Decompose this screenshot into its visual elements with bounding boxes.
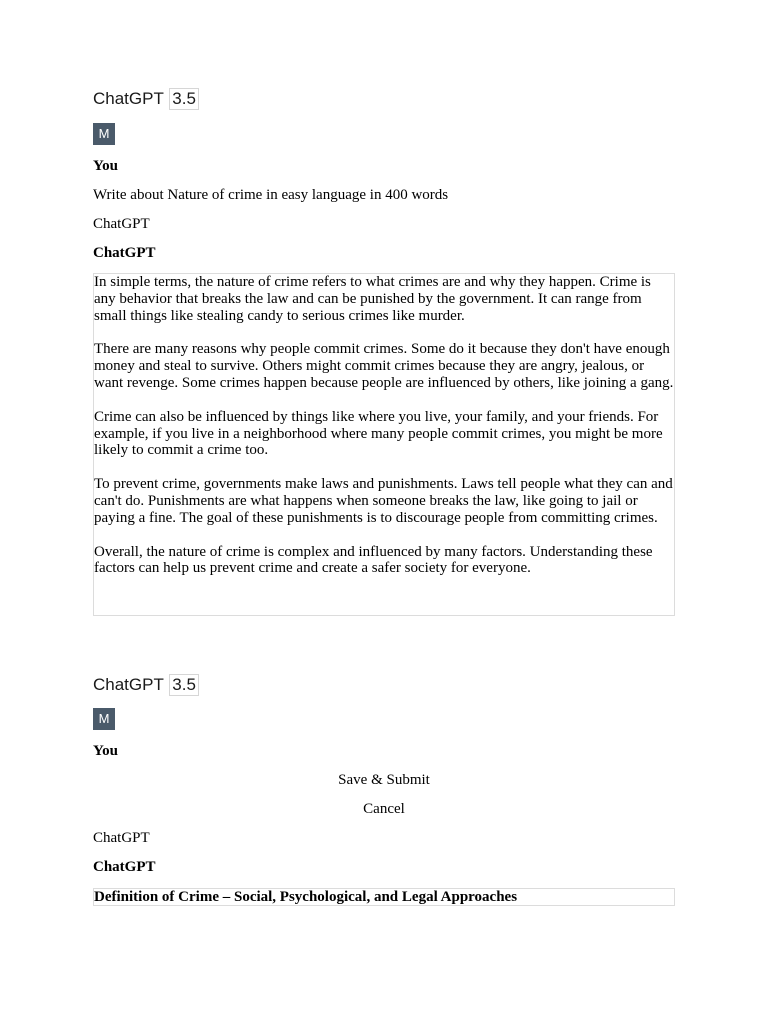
cancel-button[interactable]: Cancel [363,801,405,817]
response-heading-text: Definition of Crime – Social, Psychological, and Legal Approaches [94,889,518,905]
user-avatar: M [93,123,115,145]
user-message: Write about Nature of crime in easy language in 400 words [93,187,449,203]
assistant-response-heading [93,888,675,906]
response-paragraph: In simple terms, the nature of crime refers to what crimes are and why they happen. Crime is any behavior that breaks the law and can be punished by the government. It can range from small things like stealing candy to serious crimes like murder. [94,274,651,324]
model-version-badge: 3.5 [169,88,199,110]
response-paragraph: Crime can also be influenced by things like where you live, your family, and your friends. For example, if you live in a neighborhood where many people commit crimes, you might be more likely to commit a crime too. [94,408,663,459]
user-label: You [93,743,119,759]
assistant-name: ChatGPT [93,859,156,875]
response-paragraph: To prevent crime, governments make laws and punishments. Laws tell people what they can and can't do. Punishments are what happens when someone breaks the law, like going to jail or paying a fine. The goal of these punishments is to discourage people from committing crimes. [94,476,673,526]
assistant-name: ChatGPT [93,245,156,261]
model-version-badge: 3.5 [169,674,199,696]
assistant-label: ChatGPT [93,216,150,232]
model-name: ChatGPT [93,89,164,108]
user-avatar: M [93,708,115,730]
response-paragraph: Overall, the nature of crime is complex and influenced by many factors. Understanding these factors can help us prevent crime and create a safer society for everyone. [94,543,653,577]
user-label: You [93,158,119,174]
save-submit-button[interactable]: Save & Submit [338,772,430,788]
response-paragraph: There are many reasons why people commit crimes. Some do it because they don't have enough money and steal to survive. Others might commit crimes because they are angry, jealous, or want revenge. Some crimes happen because people are influenced by others, like joining a gang. [94,341,674,391]
model-selector[interactable] [93,88,199,110]
model-name: ChatGPT [93,675,164,694]
model-selector[interactable] [93,674,199,696]
assistant-response [93,273,675,616]
assistant-label: ChatGPT [93,830,150,846]
